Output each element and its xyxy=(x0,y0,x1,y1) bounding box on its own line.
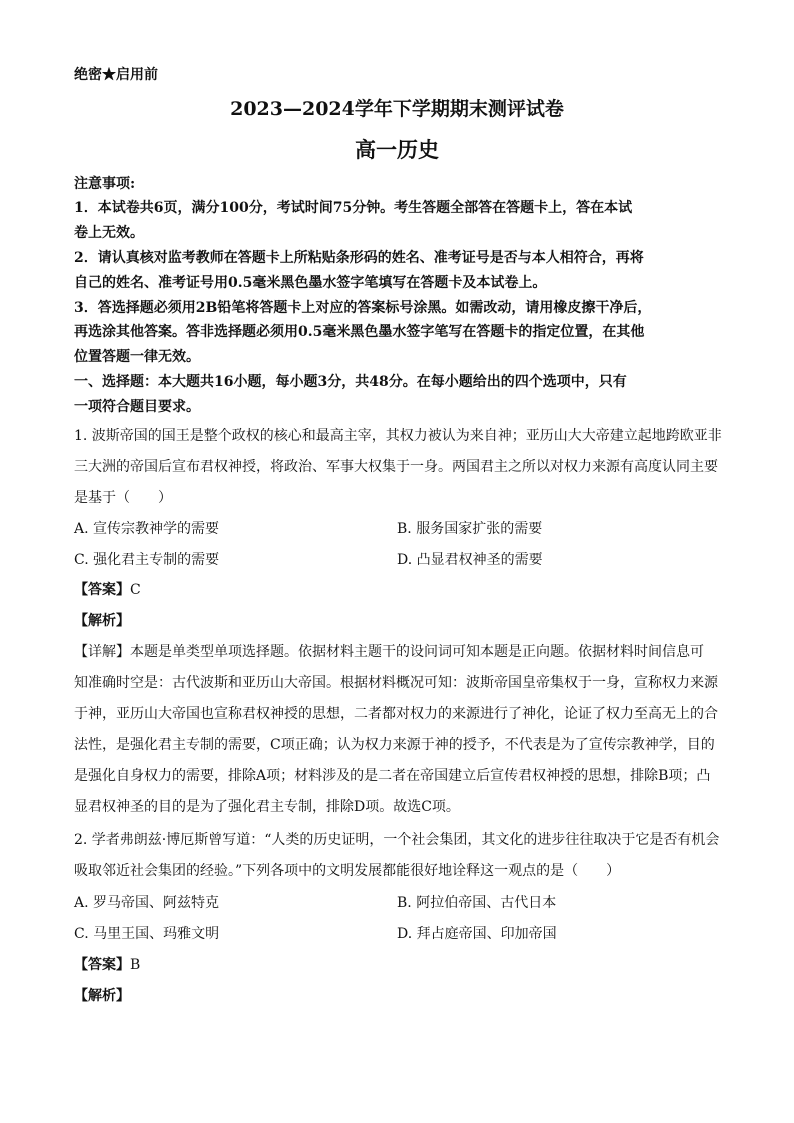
q2-analysis-label: 【解析】 xyxy=(74,988,130,1004)
notice-line: 位置答题一律无效。 xyxy=(74,349,200,365)
answer-label: 【答案】 xyxy=(74,957,130,973)
q1-option-a: A. 宣传宗教神学的需要 xyxy=(74,521,220,537)
answer-value: C xyxy=(130,582,141,598)
notice-line: 3．答选择题必须用2B铅笔将答题卡上对应的答案标号涂黑。如需改动，请用橡皮擦干净后， xyxy=(74,300,652,316)
q2-option-d: D. 拜占庭帝国、印加帝国 xyxy=(397,926,557,942)
q2-answer xyxy=(74,954,140,974)
notice-line: 再选涂其他答案。答非选择题必须用0.5毫米黑色墨水签字笔写在答题卡的指定位置，在其他 xyxy=(74,324,645,340)
q1-option-b: B. 服务国家扩张的需要 xyxy=(397,521,543,537)
q1-stem: 1. 波斯帝国的国王是整个政权的核心和最高主宰，其权力被认为来自神；亚历山大大帝建立起地跨欧亚非 xyxy=(74,428,722,444)
q1-option-c: C. 强化君主专制的需要 xyxy=(74,552,220,568)
notice-line: 2．请认真核对监考教师在答题卡上所粘贴条形码的姓名、准考证号是否与本人相符合，再将 xyxy=(74,250,644,266)
q1-detail: 是强化自身权力的需要，排除A项；材料涉及的是二者在帝国建立后宣传君权神授的思想，排除B项；凸 xyxy=(74,768,711,784)
notice-line: 1．本试卷共6页，满分100分，考试时间75分钟。考生答题全部答在答题卡上，答在本试 xyxy=(74,200,633,216)
answer-value: B xyxy=(130,957,141,973)
q1-detail: 法性，是强化君主专制的需要，C项正确；认为权力来源于神的授予，不代表是为了宣传宗教神学，目的 xyxy=(74,737,715,753)
q2-option-c: C. 马里王国、玛雅文明 xyxy=(74,926,220,942)
q2-stem: 2. 学者弗朗兹·博厄斯曾写道：“人类的历史证明，一个社会集团，其文化的进步往往取决于它是否有机会 xyxy=(74,832,720,848)
notice-heading: 注意事项: xyxy=(74,176,136,192)
section-heading: 一项符合题目要求。 xyxy=(74,399,200,415)
q1-stem: 三大洲的帝国后宣布君权神授，将政治、军事大权集于一身。两国君主之所以对权力来源有高度认同主要 xyxy=(74,459,718,475)
q1-detail: 知准确时空是：古代波斯和亚历山大帝国。根据材料概况可知：波斯帝国皇帝集权于一身，宣称权力来源 xyxy=(74,675,718,691)
q2-option-a: A. 罗马帝国、阿兹特克 xyxy=(74,895,220,911)
notice-line: 自己的姓名、准考证号用0.5毫米黑色墨水签字笔填写在答题卡及本试卷上。 xyxy=(74,275,547,291)
subject-title: 高一历史 xyxy=(355,137,439,162)
q2-stem: 吸取邻近社会集团的经验。”下列各项中的文明发展都能很好地诠释这一观点的是（ ） xyxy=(74,863,621,879)
answer-label: 【答案】 xyxy=(74,582,130,598)
q1-analysis-label: 【解析】 xyxy=(74,613,130,629)
q1-detail: 于神，亚历山大帝国也宣称君权神授的思想，二者都对权力的来源进行了神化，论证了权力至高无上的合 xyxy=(74,706,718,722)
secret-label: 绝密★启用前 xyxy=(74,67,158,83)
q1-answer xyxy=(74,579,141,599)
notice-line: 卷上无效。 xyxy=(74,225,144,241)
q1-option-d: D. 凸显君权神圣的需要 xyxy=(397,552,543,568)
q2-option-b: B. 阿拉伯帝国、古代日本 xyxy=(397,895,557,911)
section-heading: 一、选择题：本大题共16小题，每小题3分，共48分。在每小题给出的四个选项中，只有 xyxy=(74,374,627,390)
q1-detail: 显君权神圣的目的是为了强化君主专制，排除D项。故选C项。 xyxy=(74,799,460,815)
q1-detail: 【详解】本题是单类型单项选择题。依据材料主题干的设问词可知本题是正向题。依据材料时间信息可 xyxy=(74,644,704,660)
exam-title: 2023—2024学年下学期期末测评试卷 xyxy=(230,98,564,120)
q1-stem: 是基于（ ） xyxy=(74,490,172,506)
